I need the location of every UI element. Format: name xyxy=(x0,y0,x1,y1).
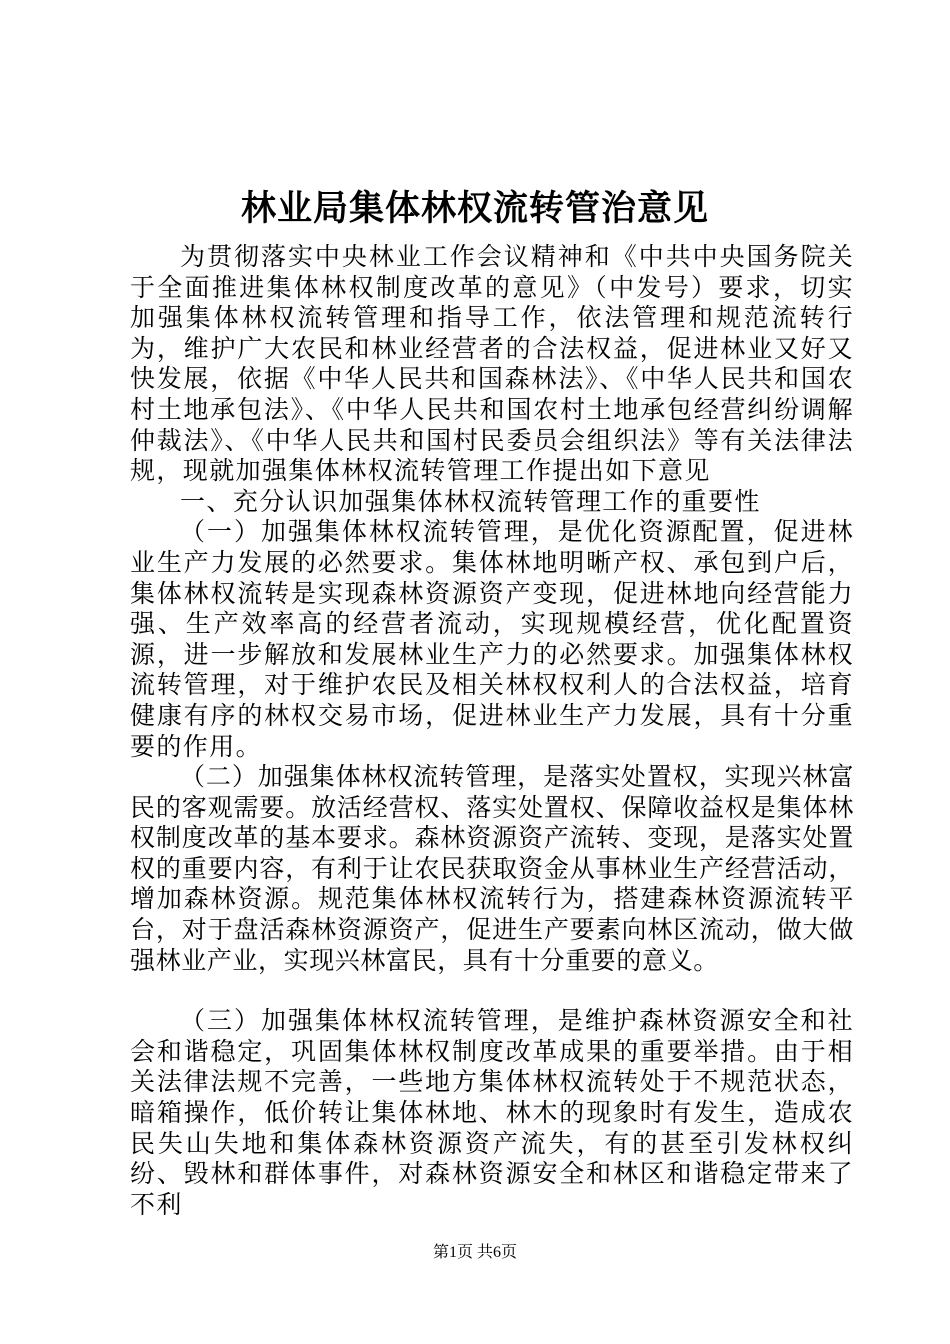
paragraph-point-3: （三）加强集体林权流转管理，是维护森林资源安全和社会和谐稳定，巩固集体林权制度改革成果的重要举措。由于相关法律法规不完善，一些地方集体林权流转处于不规范状态，暗箱操作，低价转让集体林地、林木的现象时有发生，造成农民失山失地和集体森林资源资产流失，有的甚至引发林权纠纷、毁林和群体事件，对森林资源安全和林区和谐稳定带来了不利 xyxy=(130,1006,854,1219)
page-number: 第1页 共6页 xyxy=(432,1244,517,1261)
document-body xyxy=(130,242,854,1220)
section-heading-1: 一、充分认识加强集体林权流转管理工作的重要性 xyxy=(180,486,761,516)
paragraph-point-1: （一）加强集体林权流转管理，是优化资源配置，促进林业生产力发展的必然要求。集体林地明晰产权、承包到户后，集体林权流转是实现森林资源资产变现，促进林地向经营能力强、生产效率高的经营者流动，实现规模经营，优化配置资源，进一步解放和发展林业生产力的必然要求。加强集体林权流转管理，对于维护农民及相关林权权利人的合法权益，培育健康有序的林权交易市场，促进林业生产力发展，具有十分重要的作用。 xyxy=(130,517,854,761)
paragraph-point-2: （二）加强集体林权流转管理，是落实处置权，实现兴林富民的客观需要。放活经营权、落实处置权、保障收益权是集体林权制度改革的基本要求。森林资源资产流转、变现，是落实处置权的重要内容，有利于让农民获取资金从事林业生产经营活动，增加森林资源。规范集体林权流转行为，搭建森林资源流转平台，对于盘活森林资源资产，促进生产要素向林区流动，做大做强林业产业，实现兴林富民，具有十分重要的意义。 xyxy=(130,762,854,975)
paragraph-intro: 为贯彻落实中央林业工作会议精神和《中共中央国务院关于全面推进集体林权制度改革的意见》（中发号）要求，切实加强集体林权流转管理和指导工作，依法管理和规范流转行为，维护广大农民和林业经营者的合法权益，促进林业又好又快发展，依据《中华人民共和国森林法》、《中华人民共和国农村土地承包法》、《中华人民共和国农村土地承包经营纠纷调解仲裁法》、《中华人民共和国村民委员会组织法》等有关法律法规，现就加强集体林权流转管理工作提出如下意见 xyxy=(130,242,854,486)
document-title: 林业局集体林权流转管治意见 xyxy=(240,188,709,229)
